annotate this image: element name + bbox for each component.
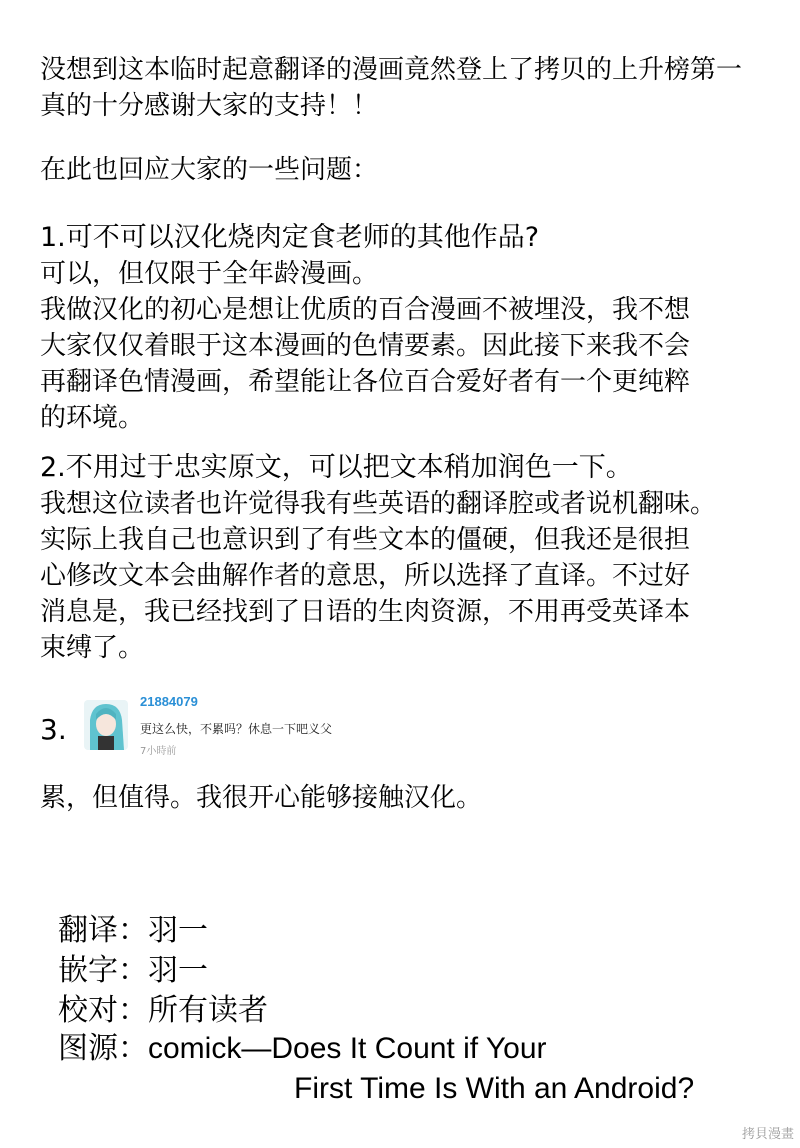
answer-line: 我想这位读者也许觉得我有些英语的翻译腔或者说机翻味。 xyxy=(40,489,717,519)
intro-paragraph xyxy=(40,52,742,124)
credit-typesetter: 嵌字：羽一 xyxy=(58,953,208,988)
question-2-block xyxy=(40,450,716,666)
comment-time: 7小時前 xyxy=(140,746,177,757)
comment-username: 21884079 xyxy=(140,694,198,709)
question-1: 1.可不可以汉化烧肉定食老师的其他作品? xyxy=(40,222,540,253)
answer-line: 消息是，我已经找到了日语的生肉资源，不用再受英译本 xyxy=(40,597,691,627)
credit-source-label: 图源： xyxy=(58,1031,148,1066)
comment-screenshot xyxy=(84,694,404,758)
question-1-block xyxy=(40,220,690,436)
question-3-answer: 累，但值得。我很开心能够接触汉化。 xyxy=(40,783,483,813)
answer-line: 心修改文本会曲解作者的意思，所以选择了直译。不过好 xyxy=(40,561,691,591)
credit-source-title-1: comick—Does It Count if Your xyxy=(148,1032,547,1065)
answer-line: 大家仅仅着眼于这本漫画的色情要素。因此接下来我不会 xyxy=(40,331,691,361)
comment-text: 更这么快，不累吗？休息一下吧义父 xyxy=(140,722,333,736)
questions-heading: 在此也回应大家的一些问题： xyxy=(40,155,379,185)
answer-line: 的环境。 xyxy=(40,403,145,433)
credit-source-title-2: First Time Is With an Android? xyxy=(294,1072,695,1105)
avatar xyxy=(84,700,128,750)
answer-line: 实际上我自己也意识到了有些文本的僵硬，但我还是很担 xyxy=(40,525,691,555)
credit-translator: 翻译：羽一 xyxy=(58,913,208,948)
intro-line: 没想到这本临时起意翻译的漫画竟然登上了拷贝的上升榜第一 xyxy=(40,55,743,85)
credit-source xyxy=(58,1030,547,1068)
watermark: 拷貝漫畫 xyxy=(741,1127,794,1142)
answer-line: 可以，但仅限于全年龄漫画。 xyxy=(40,259,379,289)
credit-proofreader: 校对：所有读者 xyxy=(58,993,268,1028)
question-2: 2.不用过于忠实原文，可以把文本稍加润色一下。 xyxy=(40,452,633,483)
answer-line: 束缚了。 xyxy=(40,633,145,663)
question-3-number: 3. xyxy=(40,713,67,746)
intro-line: 真的十分感谢大家的支持！！ xyxy=(40,91,379,121)
answer-line: 再翻译色情漫画，希望能让各位百合爱好者有一个更纯粹 xyxy=(40,367,691,397)
answer-line: 我做汉化的初心是想让优质的百合漫画不被埋没，我不想 xyxy=(40,295,691,325)
